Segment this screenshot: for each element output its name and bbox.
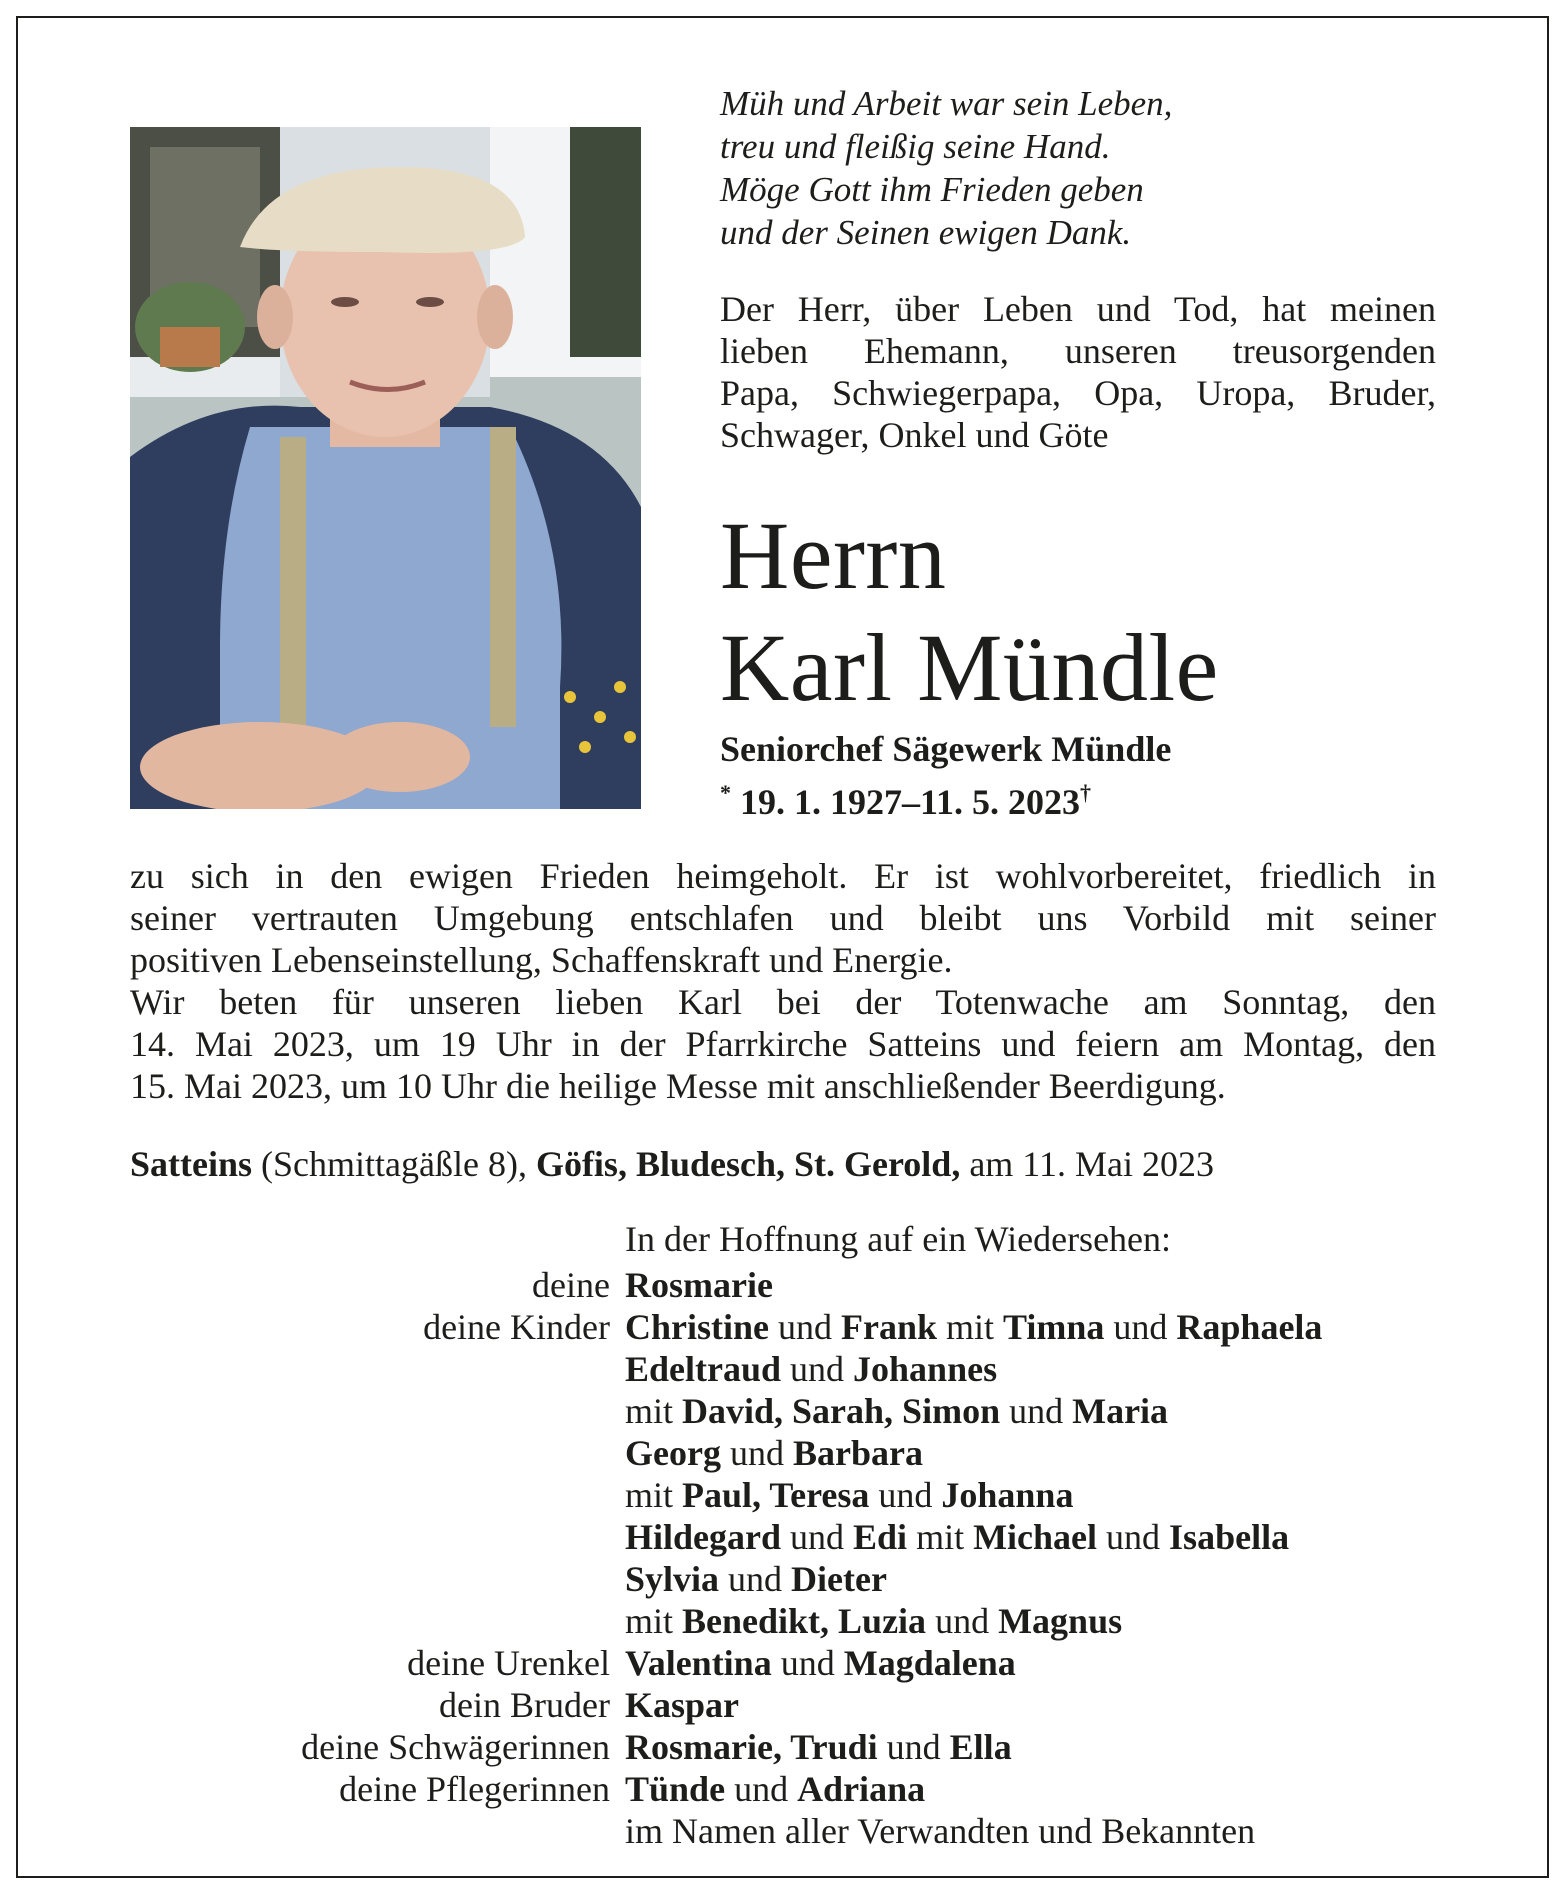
intro-line: Schwager, Onkel und Göte	[720, 415, 1109, 455]
mourner-row	[130, 1600, 1530, 1642]
mourner-relation: deine Urenkel	[407, 1643, 610, 1683]
connector-text: und	[781, 1517, 854, 1557]
mourner-names	[625, 1768, 925, 1810]
connector-text: und	[877, 1727, 950, 1767]
mourner-names	[625, 1516, 1289, 1558]
motto-line: treu und fleißig seine Hand.	[720, 127, 1111, 166]
body-paragraph	[130, 855, 1436, 1107]
mourner-name: Frank	[841, 1307, 938, 1347]
hope-line: In der Hoffnung auf ein Wiedersehen:	[625, 1219, 1172, 1259]
mourner-names	[625, 1726, 1012, 1768]
mourner-name: Edeltraud	[625, 1349, 782, 1389]
date-separator: –	[902, 782, 920, 822]
mourner-name: Tünde	[625, 1769, 726, 1809]
mourner-name: Rosmarie, Trudi	[625, 1727, 878, 1767]
mourner-name: Isabella	[1169, 1517, 1290, 1557]
mourner-name: Christine	[625, 1307, 769, 1347]
mourner-name: Paul, Teresa	[682, 1475, 870, 1515]
mourner-name: Benedikt, Luzia	[682, 1601, 927, 1641]
mourner-name: Sylvia	[625, 1559, 720, 1599]
connector-text: mit	[625, 1391, 683, 1431]
body-line: 15. Mai 2023, um 10 Uhr die heilige Messe mit anschließender Beerdigung.	[130, 1066, 1226, 1106]
intro-line: Der Herr, über Leben und Tod, hat meinen	[720, 289, 1436, 329]
intro-line: Papa, Schwiegerpapa, Opa, Uropa, Bruder,	[720, 373, 1436, 413]
connector-text: und	[1000, 1391, 1073, 1431]
mourner-row	[130, 1432, 1530, 1474]
deceased-role: Seniorchef Sägewerk Mündle	[720, 729, 1172, 769]
connector-text: mit	[937, 1307, 1004, 1347]
intro-line: lieben Ehemann, unseren treusorgenden	[720, 331, 1436, 371]
birth-symbol: *	[720, 780, 731, 805]
motto-verse	[720, 82, 1500, 254]
mourner-relation: dein Bruder	[439, 1685, 610, 1725]
mourner-names	[625, 1306, 1322, 1348]
mourner-relation	[130, 1348, 625, 1390]
mourner-names	[625, 1642, 1016, 1684]
mourner-name: Johannes	[853, 1349, 998, 1389]
mourner-relation: deine Kinder	[423, 1307, 610, 1347]
mourner-name: Edi	[853, 1517, 908, 1557]
motto-line: und der Seinen ewigen Dank.	[720, 213, 1132, 252]
mourner-names	[625, 1684, 739, 1726]
connector-text: und	[719, 1559, 792, 1599]
salutation: Herrn	[720, 502, 947, 609]
mourner-name: Johanna	[941, 1475, 1074, 1515]
death-date: 11. 5. 2023	[920, 782, 1081, 822]
connector-text: und	[869, 1475, 942, 1515]
mourner-names	[625, 1432, 923, 1474]
mourner-name: David, Sarah, Simon	[682, 1391, 1001, 1431]
mourner-relation	[130, 1390, 625, 1432]
mourner-name: Kaspar	[625, 1685, 740, 1725]
mourner-name: Georg	[625, 1433, 721, 1473]
connector-text: mit	[625, 1601, 683, 1641]
mourner-relation	[130, 1432, 625, 1474]
mourner-names	[625, 1474, 1073, 1516]
deceased-name-block	[720, 500, 1520, 724]
mourner-name: Maria	[1072, 1391, 1169, 1431]
mourner-names	[625, 1390, 1168, 1432]
mourner-name: Raphaela	[1176, 1307, 1323, 1347]
mourner-names	[625, 1600, 1122, 1642]
mourner-names	[625, 1264, 773, 1306]
mourner-names	[625, 1558, 887, 1600]
mourner-row	[130, 1348, 1530, 1390]
mourner-names	[625, 1348, 997, 1390]
mourner-row	[130, 1810, 1530, 1852]
mourner-row	[130, 1390, 1530, 1432]
mourner-name: Adriana	[797, 1769, 926, 1809]
mourner-row	[130, 1642, 1530, 1684]
body-line: 14. Mai 2023, um 19 Uhr in der Pfarrkirche Satteins und feiern am Montag, den	[130, 1024, 1436, 1064]
intro-paragraph	[720, 288, 1436, 456]
mourner-row	[130, 1684, 1530, 1726]
body-line: zu sich in den ewigen Frieden heimgeholt. Er ist wohlvorbereitet, friedlich in	[130, 856, 1436, 896]
mourner-name: Dieter	[791, 1559, 887, 1599]
motto-line: Möge Gott ihm Frieden geben	[720, 170, 1144, 209]
connector-text: und	[769, 1307, 841, 1347]
mourner-row	[130, 1516, 1530, 1558]
mourner-row	[130, 1726, 1530, 1768]
connector-text: und	[725, 1769, 798, 1809]
death-symbol: †	[1080, 780, 1092, 805]
mourner-relation: deine	[532, 1265, 610, 1305]
place-and-date	[130, 1143, 1470, 1185]
mourner-row	[130, 1474, 1530, 1516]
birth-date: 19. 1. 1927	[740, 782, 902, 822]
mourner-row	[130, 1264, 1530, 1306]
connector-text: und	[1104, 1307, 1177, 1347]
mourner-name: Michael	[973, 1517, 1098, 1557]
connector-text: und	[720, 1433, 793, 1473]
mourner-relation	[130, 1810, 625, 1852]
body-line: seiner vertrauten Umgebung entschlafen und bleibt uns Vorbild mit seiner	[130, 898, 1436, 938]
body-line: Wir beten für unseren lieben Karl bei der Totenwache am Sonntag, den	[130, 982, 1436, 1022]
connector-text: und	[781, 1349, 854, 1389]
place-others: Göfis, Bludesch, St. Gerold,	[535, 1144, 961, 1184]
connector-text: und	[1097, 1517, 1170, 1557]
mourner-names	[625, 1810, 1255, 1852]
connector-text: mit	[907, 1517, 974, 1557]
mourner-name: Barbara	[792, 1433, 923, 1473]
connector-text: im Namen aller Verwandten und Bekannten	[625, 1811, 1256, 1851]
connector-text: und	[926, 1601, 999, 1641]
place-address: (Schmittagäßle 8),	[261, 1144, 527, 1184]
motto-line: Müh und Arbeit war sein Leben,	[720, 84, 1173, 123]
place-town: Satteins	[130, 1144, 253, 1184]
place-date: am 11. Mai 2023	[969, 1144, 1214, 1184]
mourner-name: Rosmarie	[625, 1265, 773, 1305]
mourner-relation	[130, 1474, 625, 1516]
mourner-relation: deine Pflegerinnen	[339, 1769, 610, 1809]
mourner-relation	[130, 1558, 625, 1600]
mourner-row	[130, 1558, 1530, 1600]
mourners-list	[130, 1264, 1530, 1852]
mourner-name: Magnus	[998, 1601, 1123, 1641]
body-line: positiven Lebenseinstellung, Schaffenskraft und Energie.	[130, 940, 953, 980]
mourner-name: Hildegard	[625, 1517, 782, 1557]
mourner-relation	[130, 1516, 625, 1558]
mourner-relation	[130, 1600, 625, 1642]
mourner-row	[130, 1306, 1530, 1348]
mourner-row	[130, 1768, 1530, 1810]
deceased-name: Karl Mündle	[720, 614, 1219, 721]
mourner-name: Timna	[1003, 1307, 1105, 1347]
mourner-name: Magdalena	[843, 1643, 1016, 1683]
mourner-relation: deine Schwägerinnen	[301, 1727, 610, 1767]
portrait-photo	[130, 127, 641, 809]
connector-text: mit	[625, 1475, 683, 1515]
connector-text: und	[771, 1643, 844, 1683]
life-dates	[720, 772, 1091, 823]
mourner-name: Ella	[949, 1727, 1012, 1767]
mourner-name: Valentina	[625, 1643, 772, 1683]
